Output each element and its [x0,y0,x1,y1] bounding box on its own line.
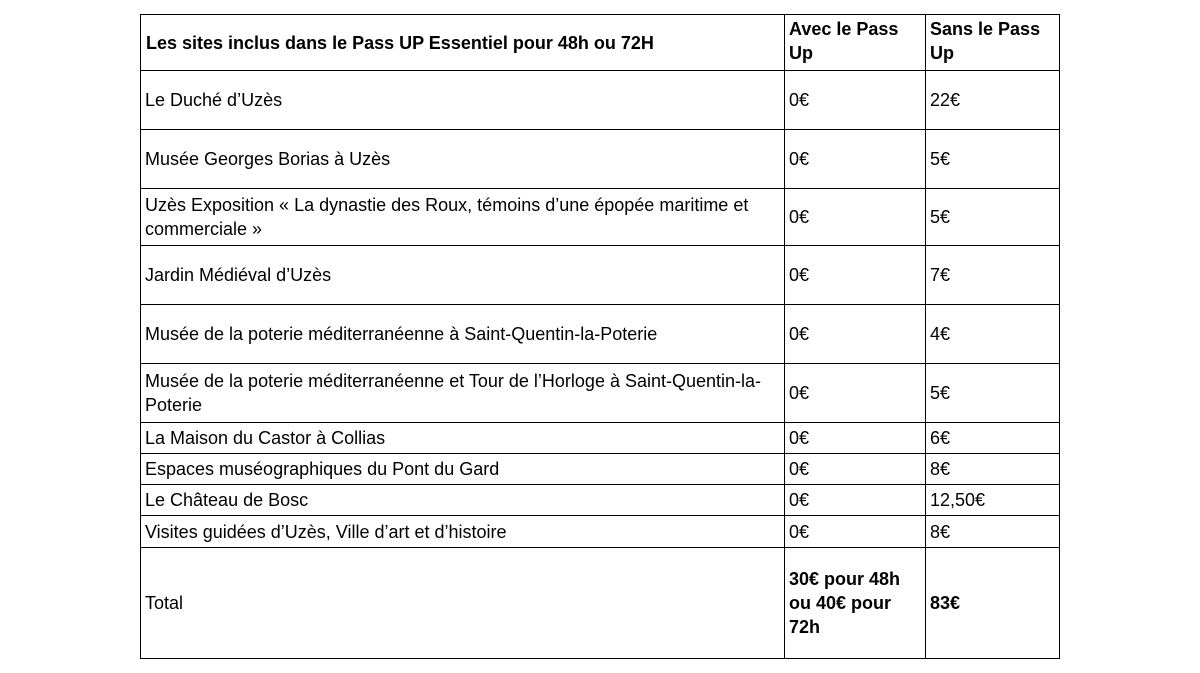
total-without-pass: 83€ [926,548,1060,659]
price-with-pass: 0€ [785,516,926,548]
price-without-pass: 4€ [926,305,1060,364]
site-name: Uzès Exposition « La dynastie des Roux, témoins d’une épopée maritime et commerciale » [141,189,785,246]
table-row [141,71,1060,130]
table-row [141,423,1060,454]
price-with-pass: 0€ [785,364,926,423]
price-without-pass: 5€ [926,364,1060,423]
site-name: Jardin Médiéval d’Uzès [141,246,785,305]
total-with-pass: 30€ pour 48h ou 40€ pour 72h [785,548,926,659]
pass-up-price-table [140,14,1060,659]
price-without-pass: 5€ [926,189,1060,246]
price-with-pass: 0€ [785,71,926,130]
price-without-pass: 8€ [926,454,1060,485]
site-name: Espaces muséographiques du Pont du Gard [141,454,785,485]
site-name: Visites guidées d’Uzès, Ville d’art et d’histoire [141,516,785,548]
price-with-pass: 0€ [785,423,926,454]
table-row [141,454,1060,485]
site-name: Le Château de Bosc [141,485,785,516]
price-with-pass: 0€ [785,246,926,305]
table-header-row [141,15,1060,71]
price-without-pass: 5€ [926,130,1060,189]
price-with-pass: 0€ [785,305,926,364]
table-row [141,305,1060,364]
header-without-pass: Sans le Pass Up [926,15,1060,71]
price-with-pass: 0€ [785,485,926,516]
table-row [141,189,1060,246]
table-row [141,364,1060,423]
table-row [141,130,1060,189]
price-with-pass: 0€ [785,130,926,189]
price-without-pass: 12,50€ [926,485,1060,516]
table-row [141,485,1060,516]
site-name: Musée Georges Borias à Uzès [141,130,785,189]
header-sites: Les sites inclus dans le Pass UP Essentiel pour 48h ou 72H [141,15,785,71]
site-name: Musée de la poterie méditerranéenne à Saint-Quentin-la-Poterie [141,305,785,364]
price-without-pass: 7€ [926,246,1060,305]
price-without-pass: 22€ [926,71,1060,130]
table-row [141,246,1060,305]
site-name: La Maison du Castor à Collias [141,423,785,454]
total-label: Total [141,548,785,659]
price-with-pass: 0€ [785,189,926,246]
price-with-pass: 0€ [785,454,926,485]
table-row [141,516,1060,548]
header-with-pass: Avec le Pass Up [785,15,926,71]
site-name: Le Duché d’Uzès [141,71,785,130]
table-total-row [141,548,1060,659]
price-without-pass: 8€ [926,516,1060,548]
price-without-pass: 6€ [926,423,1060,454]
site-name: Musée de la poterie méditerranéenne et Tour de l’Horloge à Saint-Quentin-la-Poterie [141,364,785,423]
